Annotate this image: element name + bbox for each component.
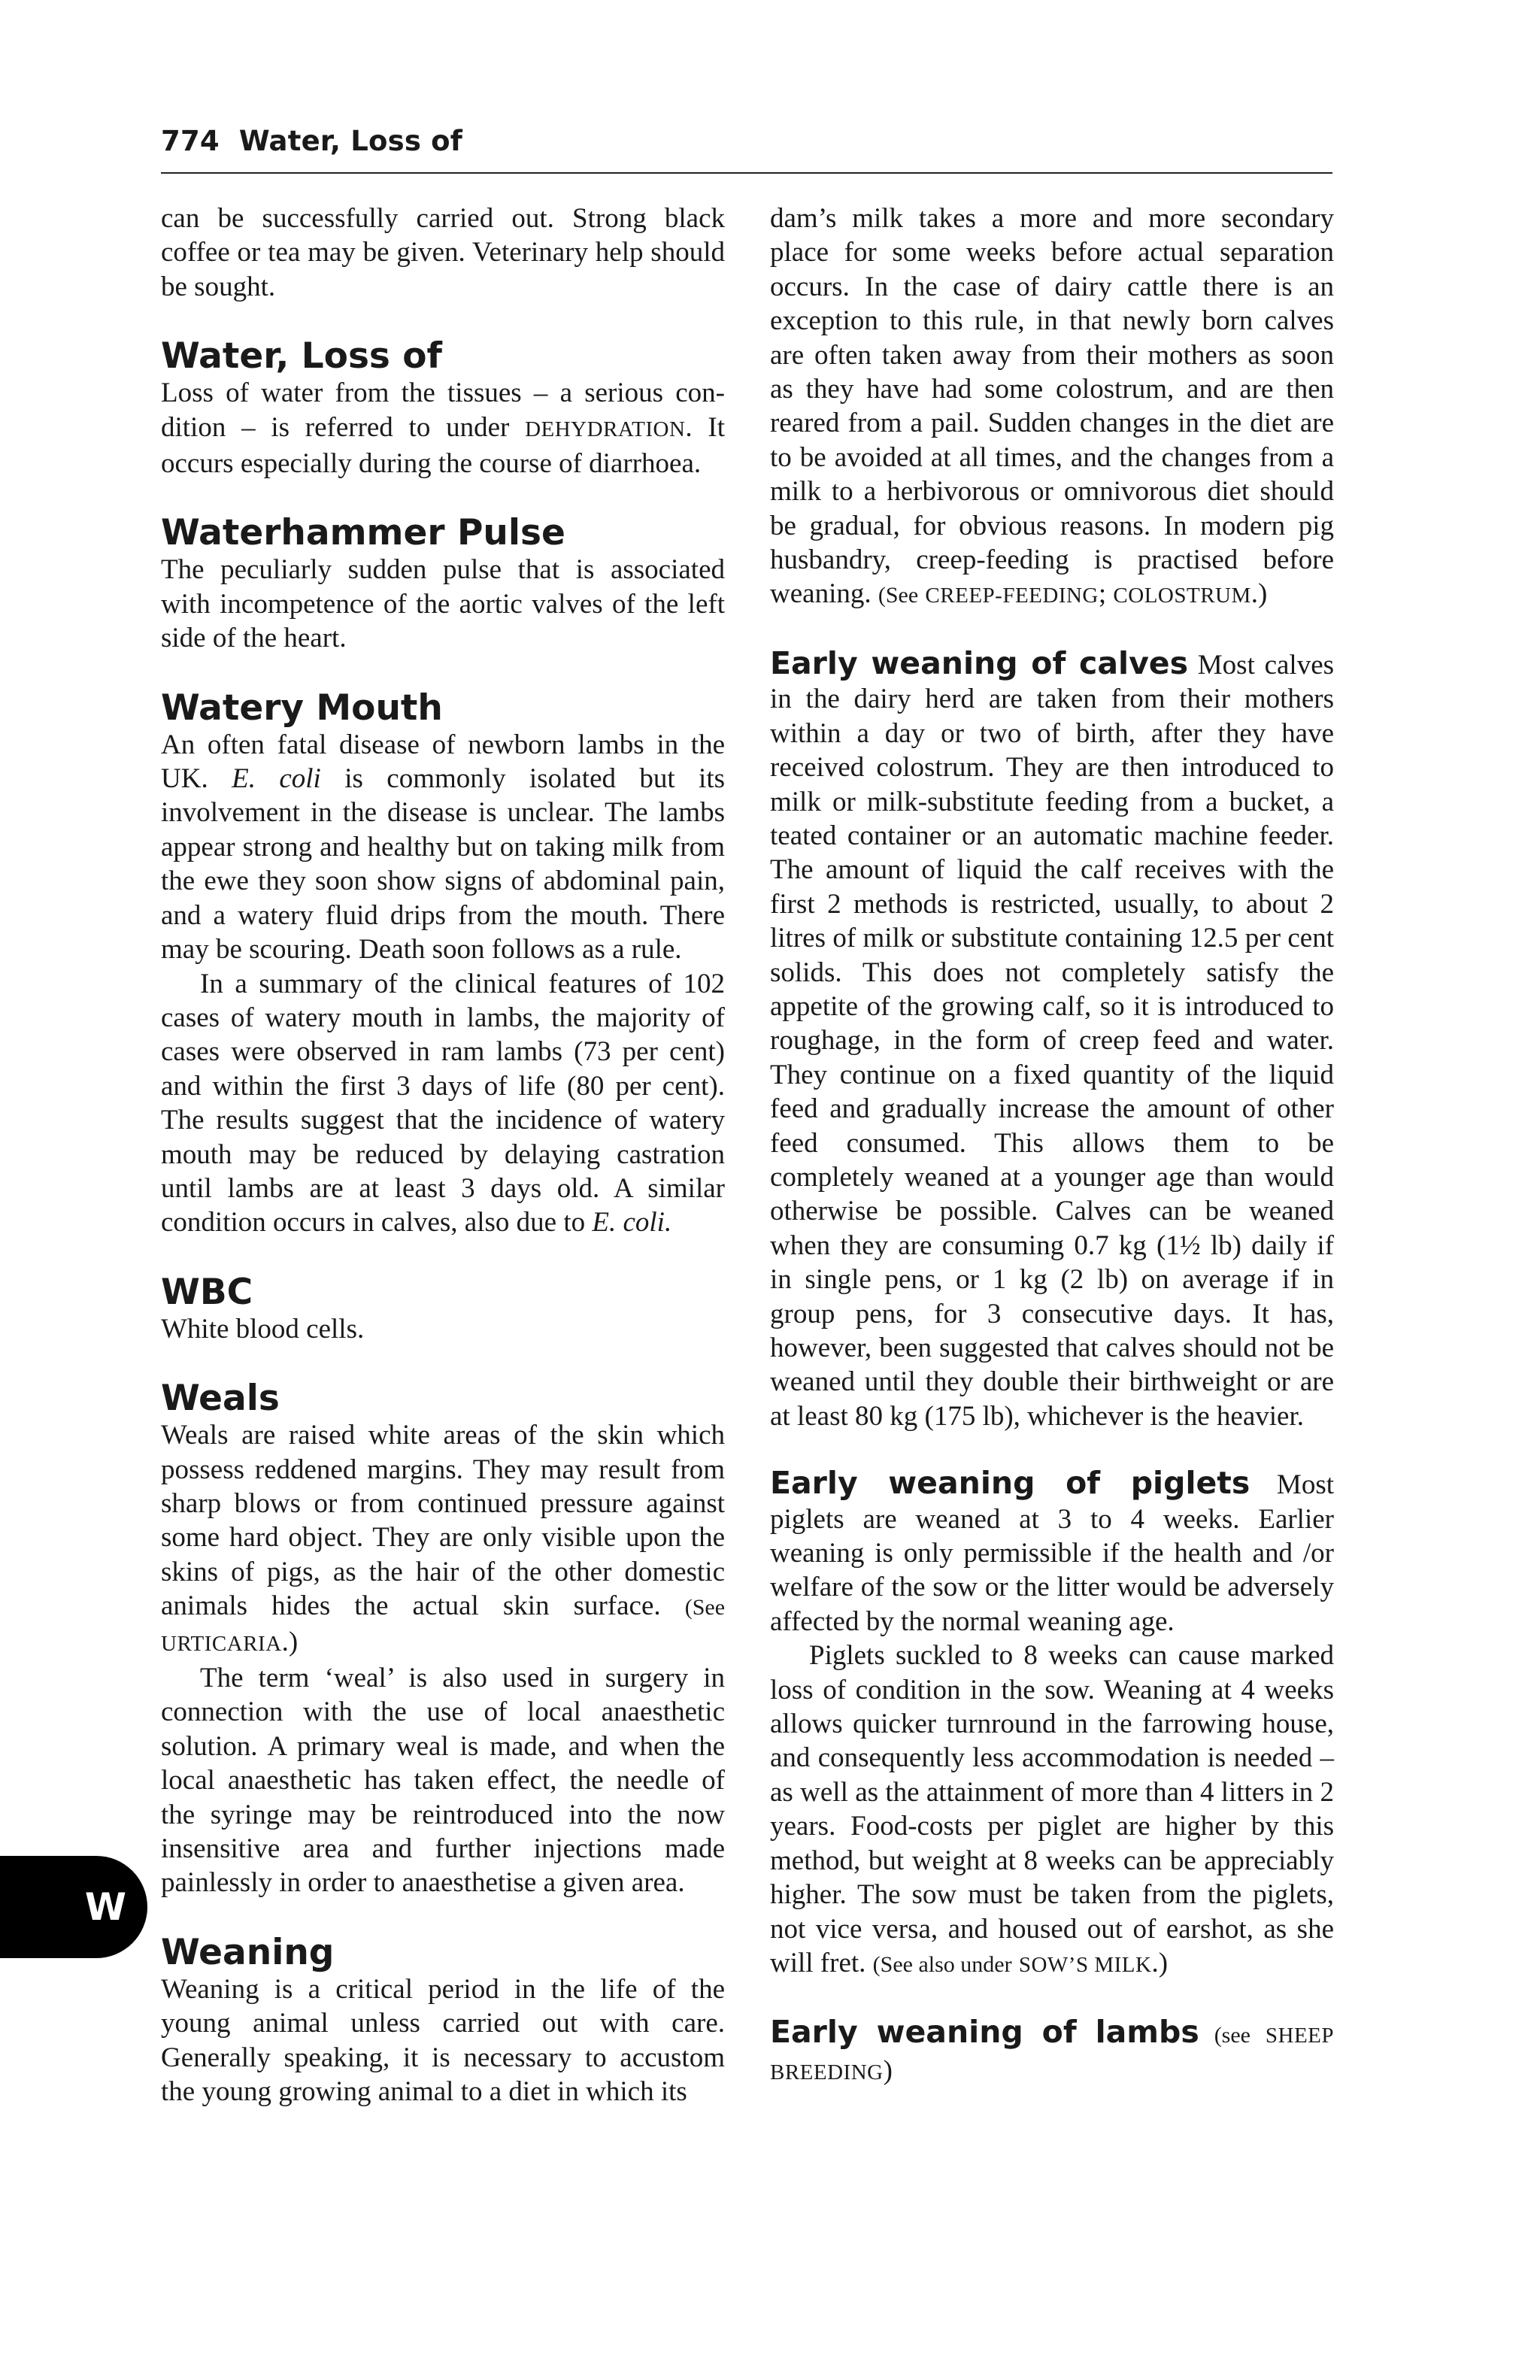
entry-text: The peculiarly sudden pulse that is associated with incompetence of the aortic valves of the left side of the heart. (161, 554, 725, 654)
see-reference: (See (684, 1595, 726, 1621)
entry-text-part: ; (1098, 578, 1107, 610)
thumb-tab-letter: W (84, 1885, 126, 1929)
entry-waterhammer-pulse (161, 514, 725, 655)
cross-reference-link[interactable]: DEHYDRATION (525, 417, 686, 441)
entry-text-part: Weals are raised white areas of the skin which possess reddened margins. They may result from sharp blows or from continued pressure against some hard object. They are only visible upon the skins of pigs, as the hair of the other domestic animals hides the actual skin surface. (161, 1420, 725, 1622)
cross-reference-link[interactable]: URTICARIA (161, 1631, 282, 1656)
subentry-heading: Early weaning of piglets (770, 1465, 1250, 1502)
entry-heading: Weaning (161, 1931, 335, 1973)
entry-weaning (161, 1933, 725, 2109)
italic-term: E. coli (232, 763, 321, 795)
see-reference: (See also under (872, 1951, 1012, 1977)
entry-text (161, 728, 725, 967)
entry-heading: Weals (161, 1378, 280, 1420)
entry-text-part: dam’s milk takes a more and more secondary place for some weeks before actual separation occurs. In the case of dairy cattle there is an exception to this rule, in that newly born calves are often taken away from their mothers as soon as they have had some colostrum, and are then reared from a pail. Sudden changes in the diet are to be avoided at all times, and the changes from a milk to a herbivorous or omnivorous diet should be gradual, for obvious reasons. In modern pig husbandry, creep-feeding is practised before weaning. (770, 203, 1334, 610)
entry-text-part: is commonly isolated but its involvement in the disease is unclear. The lambs appear strong and healthy but on taking milk from the ewe they soon show signs of abdominal pain, and a watery fluid drips from the mouth. There may be scouring. Death soon follows as a rule. (161, 763, 726, 966)
entry-text-part: Loss of water from the tissues – a serious condition – is referred to under (161, 377, 725, 443)
cross-reference-link[interactable]: CREEP-FEEDING (925, 584, 1099, 608)
header-rule (161, 172, 1332, 174)
right-column (770, 202, 1334, 2090)
entry-water-loss (161, 337, 725, 481)
entry-heading: WBC (161, 1271, 253, 1313)
entry-text-part: .) (1151, 1947, 1169, 1978)
entry-text (770, 1639, 1334, 1982)
entry-text: The term ‘weal’ is also used in surgery in connection with the use of local anaesthetic solution. A primary weal is made, and when the local anaesthetic has taken effect, the needle of the syringe may be reintroduced into the now insensitive area and further injections made painlessly in order to anaesthetise a given area. (161, 1663, 725, 1899)
continued-paragraph (770, 202, 1334, 614)
subentry-heading: Early weaning of lambs (770, 2014, 1199, 2051)
entry-text-part: ) (883, 2054, 893, 2086)
cross-reference-link[interactable]: SHEEP BREEDING (770, 2024, 1335, 2084)
entry-text-part: Most calves in the dairy herd are taken from their mothers within a day or two of birth, after they have received colostrum. They are then introduced to milk or milk-substitute feeding from a bucket, a teated container or an automatic machine feeder. The amount of liquid the calf receives with the first 2 methods is restricted, usually, to about 2 litres of milk or substitute containing 12.5 per cent solids. This does not completely satisfy the appetite of the growing calf, so it is introduced to roughage, in the form of creep feed and water. They continue on a fixed quantity of the liquid feed and gradually increase the amount of other feed consumed. This allows them to be completely weaned at a younger age than would otherwise be possible. Calves can be weaned when they are consuming 0.7 kg (1½ lb) daily if in single pens, or 1 kg (2 lb) on average if in group pens, for 3 consecutive days. It has, however, been suggested that calves should not be weaned until they double their birthweight or are at least 80 kg (175 lb), whichever is the heavier. (770, 649, 1335, 1432)
running-head-title: Water, Loss of (238, 125, 463, 157)
entry-heading: Water, Loss of (161, 335, 443, 377)
entry-text-part: .) (1250, 578, 1268, 610)
entry-text (161, 376, 725, 481)
continued-paragraph: can be successfully carried out. Strong black coffee or tea may be given. Veterinary help should be sought. (161, 203, 725, 302)
subentry-early-weaning-calves (770, 644, 1335, 1433)
entry-weals (161, 1379, 725, 1900)
running-head (161, 125, 462, 157)
cross-reference-link[interactable]: COLOSTRUM (1113, 584, 1251, 608)
see-reference: (see (1214, 2023, 1250, 2048)
entry-watery-mouth (161, 689, 725, 1240)
page-number: 774 (161, 125, 220, 157)
entry-text: Weaning is a critical period in the life of the young animal unless carried out with care. Generally speaking, it is necessary to accustom the young growing animal to a diet in which its (161, 1973, 725, 2108)
entry-text-part: Piglets suckled to 8 weeks can cause marked loss of condition in the sow. Weaning at 4 weeks allows quicker turnround in the farrowing house, and consequently less accommodation is needed – as well as the attainment of more than 4 litters in 2 years. Food-costs per piglet are higher by this method, but weight at 8 weeks can be appreciably higher. The sow must be taken from the piglets, not vice versa, and housed out of earshot, as she will fret. (770, 1640, 1334, 1978)
entry-wbc (161, 1273, 725, 1346)
subentry-heading: Early weaning of calves (770, 644, 1189, 681)
entry-text (161, 967, 725, 1240)
entry-text-part: Most piglets are weaned at 3 to 4 weeks. Earlier weaning is only permissible if the health and /or welfare of the sow or the litter would be adversely affected by the normal weaning age. (770, 1469, 1334, 1637)
entry-heading: Waterhammer Pulse (161, 512, 565, 554)
cross-reference-link[interactable]: SOW’S MILK (1018, 1952, 1152, 1977)
entry-heading: Watery Mouth (161, 687, 443, 729)
entry-text-part: . It occurs especially during the course of diarrhoea. (161, 411, 726, 480)
entry-text-part: .) (281, 1626, 299, 1657)
section-thumb-tab (0, 1856, 147, 1958)
subentry-early-weaning-piglets (770, 1466, 1334, 1639)
italic-term: E. coli. (592, 1207, 672, 1239)
entry-text-part: In a summary of the clinical features of 102 cases of watery mouth in lambs, the majority of cases were observed in ram lambs (73 per cent) and within the first 3 days of life (80 per cent). The results suggest that the incidence of watery mouth may be reduced by delaying castration until lambs are at least 3 days old. A similar condition occurs in calves, also due to (161, 968, 725, 1239)
left-column (161, 202, 725, 2109)
see-reference: (See (878, 583, 919, 608)
entry-text: White blood cells. (161, 1313, 365, 1345)
subentry-early-weaning-lambs (770, 2015, 1334, 2090)
entry-text (161, 1418, 725, 1661)
entry-text-part: An often fatal disease of newborn lambs in the UK. (161, 729, 725, 795)
